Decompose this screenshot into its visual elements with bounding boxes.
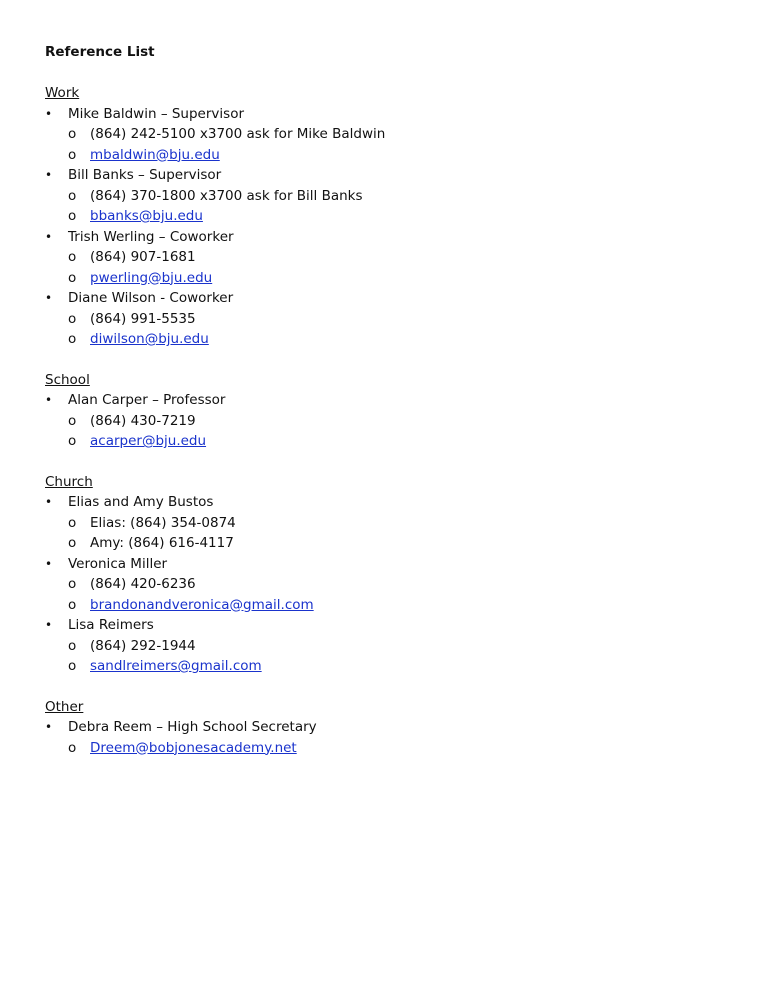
email-detail — [68, 329, 735, 350]
reference-item — [45, 717, 735, 758]
email-detail — [68, 145, 735, 166]
reference-details — [68, 738, 735, 759]
reference-list-document — [45, 42, 735, 778]
bullet-icon: • — [45, 556, 53, 571]
phone-detail — [68, 636, 735, 657]
section-church — [45, 472, 735, 677]
email-detail — [68, 656, 735, 677]
document-title: Reference List — [45, 44, 155, 60]
sub-bullet-icon: o — [68, 146, 77, 163]
reference-list — [45, 492, 735, 677]
email-link[interactable]: diwilson@bju.edu — [90, 331, 209, 347]
bullet-icon: • — [45, 393, 53, 407]
section-heading: School — [45, 371, 90, 388]
sub-bullet-icon: o — [68, 514, 77, 531]
sub-bullet-icon: o — [68, 208, 77, 224]
reference-details — [68, 574, 735, 615]
phone-detail — [68, 186, 735, 207]
email-link[interactable]: pwerling@bju.edu — [90, 269, 213, 286]
detail-text: Amy: (864) 616-4117 — [90, 535, 234, 551]
reference-details — [68, 309, 735, 350]
reference-label: Bill Banks – Supervisor — [68, 167, 222, 183]
detail-text: (864) 370-1800 x3700 ask for Bill Banks — [90, 187, 363, 204]
reference-item — [45, 165, 735, 227]
section-school — [45, 370, 735, 452]
phone-detail — [68, 247, 735, 268]
reference-details — [68, 636, 735, 677]
reference-label: Debra Reem – High School Secretary — [68, 719, 317, 735]
email-detail — [68, 206, 735, 227]
sub-bullet-icon: o — [68, 637, 77, 654]
reference-label: Mike Baldwin – Supervisor — [68, 105, 245, 122]
sub-bullet-icon: o — [68, 412, 77, 429]
bullet-icon: • — [45, 168, 53, 182]
email-detail — [68, 595, 735, 616]
sub-bullet-icon: o — [68, 433, 77, 449]
email-link[interactable]: Dreem@bobjonesacademy.net — [90, 739, 297, 756]
email-link[interactable]: bbanks@bju.edu — [90, 208, 203, 224]
section-heading: Work — [45, 85, 80, 101]
reference-label: Lisa Reimers — [68, 617, 154, 633]
reference-label: Elias and Amy Bustos — [68, 494, 214, 510]
email-detail — [68, 268, 735, 289]
reference-item — [45, 615, 735, 677]
reference-item — [45, 492, 735, 554]
phone-detail — [68, 513, 735, 534]
email-link[interactable]: sandlreimers@gmail.com — [90, 658, 262, 674]
reference-item — [45, 104, 735, 166]
detail-text: (864) 420-6236 — [90, 576, 196, 592]
reference-label: Veronica Miller — [68, 555, 168, 572]
reference-label: Alan Carper – Professor — [68, 392, 226, 408]
bullet-icon: • — [45, 495, 53, 509]
email-link[interactable]: acarper@bju.edu — [90, 433, 207, 449]
phone-detail — [68, 124, 735, 145]
detail-text: (864) 292-1944 — [90, 637, 196, 654]
bullet-icon: • — [45, 229, 53, 244]
reference-item — [45, 390, 735, 452]
detail-text: (864) 907-1681 — [90, 249, 196, 265]
detail-text: (864) 430-7219 — [90, 412, 196, 429]
sub-bullet-icon: o — [68, 187, 77, 204]
detail-text: (864) 242-5100 x3700 ask for Mike Baldwin — [90, 126, 386, 142]
reference-list — [45, 390, 735, 452]
sub-bullet-icon: o — [68, 249, 77, 265]
reference-item — [45, 288, 735, 350]
sub-bullet-icon: o — [68, 596, 77, 613]
reference-details — [68, 411, 735, 452]
reference-item — [45, 554, 735, 616]
bullet-icon: • — [45, 106, 53, 121]
phone-detail — [68, 411, 735, 432]
sub-bullet-icon: o — [68, 331, 77, 347]
bullet-icon: • — [45, 291, 53, 305]
sections-container — [45, 83, 735, 758]
detail-text: (864) 991-5535 — [90, 310, 196, 327]
email-link[interactable]: brandonandveronica@gmail.com — [90, 596, 314, 613]
section-work — [45, 83, 735, 350]
section-heading: Church — [45, 473, 93, 490]
phone-detail — [68, 533, 735, 554]
phone-detail — [68, 309, 735, 330]
email-link[interactable]: mbaldwin@bju.edu — [90, 146, 220, 163]
reference-label: Trish Werling – Coworker — [68, 228, 234, 245]
sub-bullet-icon: o — [68, 535, 77, 551]
reference-item — [45, 227, 735, 289]
section-heading: Other — [45, 698, 84, 715]
email-detail — [68, 431, 735, 452]
sub-bullet-icon: o — [68, 126, 77, 142]
sub-bullet-icon: o — [68, 576, 77, 592]
reference-label: Diane Wilson - Coworker — [68, 290, 234, 306]
detail-text: Elias: (864) 354-0874 — [90, 514, 236, 531]
phone-detail — [68, 574, 735, 595]
reference-details — [68, 513, 735, 554]
reference-details — [68, 124, 735, 165]
sub-bullet-icon: o — [68, 269, 77, 286]
section-other — [45, 697, 735, 759]
sub-bullet-icon: o — [68, 658, 77, 674]
sub-bullet-icon: o — [68, 310, 77, 327]
email-detail — [68, 738, 735, 759]
sub-bullet-icon: o — [68, 739, 77, 756]
reference-list — [45, 104, 735, 350]
reference-details — [68, 186, 735, 227]
bullet-icon: • — [45, 618, 53, 632]
bullet-icon: • — [45, 720, 53, 734]
reference-list — [45, 717, 735, 758]
reference-details — [68, 247, 735, 288]
